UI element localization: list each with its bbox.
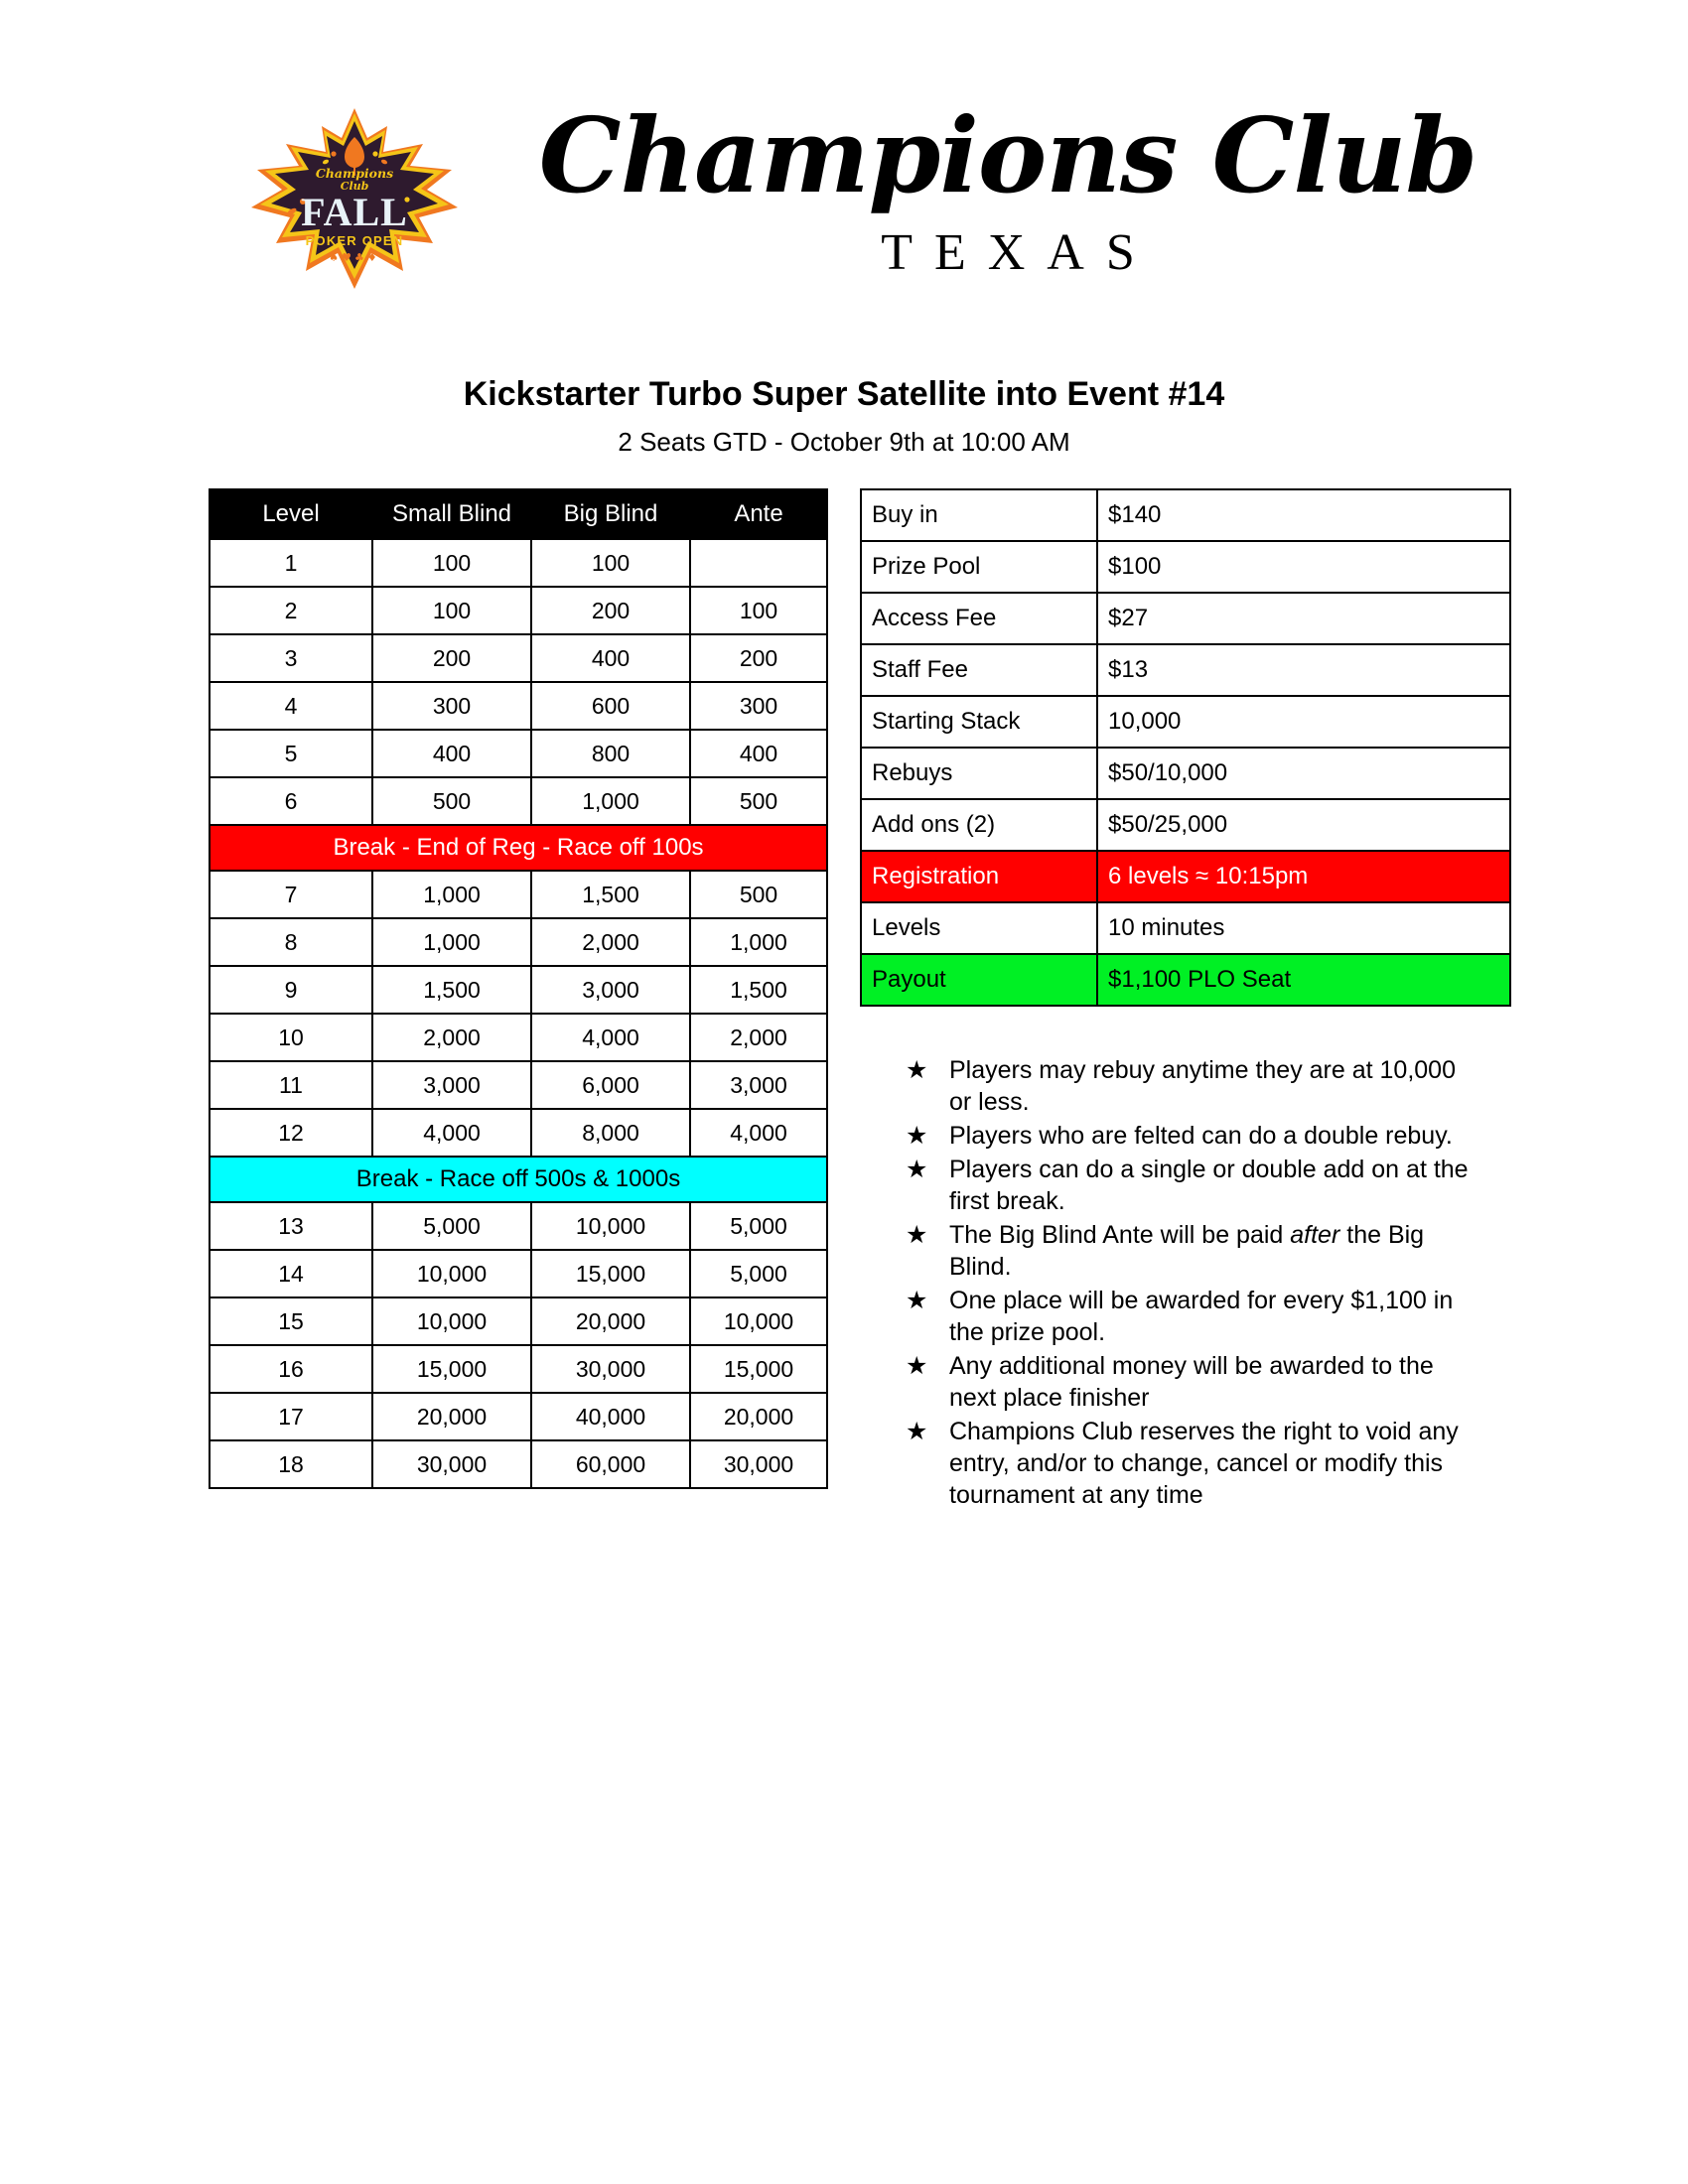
info-row <box>861 954 1510 1006</box>
small-blind-cell: 30,000 <box>372 1440 531 1488</box>
level-cell: 15 <box>210 1297 372 1345</box>
rule-text: Any additional money will be awarded to the next place finisher <box>949 1352 1434 1412</box>
info-row <box>861 489 1510 541</box>
level-cell: 8 <box>210 918 372 966</box>
info-row <box>861 748 1510 799</box>
table-row <box>210 966 827 1014</box>
small-blind-cell: 4,000 <box>372 1109 531 1157</box>
info-value: $100 <box>1097 541 1510 593</box>
small-blind-cell: 20,000 <box>372 1393 531 1440</box>
rule-text: One place will be awarded for every $1,100 in the prize pool. <box>949 1287 1454 1346</box>
column-header-big-blind: Big Blind <box>531 489 690 539</box>
svg-text:FALL: FALL <box>301 190 408 234</box>
list-item <box>906 1054 1472 1118</box>
table-row <box>210 918 827 966</box>
level-cell: 13 <box>210 1202 372 1250</box>
big-blind-cell: 2,000 <box>531 918 690 966</box>
table-row <box>210 682 827 730</box>
table-row <box>210 634 827 682</box>
level-cell: 3 <box>210 634 372 682</box>
small-blind-cell: 300 <box>372 682 531 730</box>
small-blind-cell: 10,000 <box>372 1250 531 1297</box>
ante-cell: 1,000 <box>690 918 827 966</box>
star-bullet-icon: ★ <box>906 1287 928 1314</box>
big-blind-cell: 3,000 <box>531 966 690 1014</box>
ante-cell: 10,000 <box>690 1297 827 1345</box>
column-header-ante: Ante <box>690 489 827 539</box>
ante-cell: 3,000 <box>690 1061 827 1109</box>
break-row <box>210 825 827 871</box>
info-value: $27 <box>1097 593 1510 644</box>
rule-text: Players can do a single or double add on at the first break. <box>949 1156 1469 1215</box>
info-value: $140 <box>1097 489 1510 541</box>
ante-cell: 300 <box>690 682 827 730</box>
small-blind-cell: 5,000 <box>372 1202 531 1250</box>
table-row <box>210 1250 827 1297</box>
info-label: Registration <box>861 851 1097 902</box>
blind-structure-body <box>210 539 827 1488</box>
svg-text:♠♥♣♦: ♠♥♣♦ <box>329 251 380 264</box>
small-blind-cell: 200 <box>372 634 531 682</box>
big-blind-cell: 40,000 <box>531 1393 690 1440</box>
small-blind-cell: 2,000 <box>372 1014 531 1061</box>
big-blind-cell: 8,000 <box>531 1109 690 1157</box>
ante-cell: 200 <box>690 634 827 682</box>
table-row <box>210 1393 827 1440</box>
table-row <box>210 1014 827 1061</box>
tournament-info-table <box>860 488 1511 1007</box>
star-bullet-icon: ★ <box>906 1221 928 1249</box>
list-item <box>906 1285 1472 1348</box>
info-value: 6 levels ≈ 10:15pm <box>1097 851 1510 902</box>
level-cell: 7 <box>210 871 372 918</box>
ante-cell: 100 <box>690 587 827 634</box>
info-value: 10 minutes <box>1097 902 1510 954</box>
level-cell: 18 <box>210 1440 372 1488</box>
star-bullet-icon: ★ <box>906 1156 928 1183</box>
info-row <box>861 799 1510 851</box>
small-blind-cell: 100 <box>372 539 531 587</box>
ante-cell <box>690 539 827 587</box>
big-blind-cell: 1,000 <box>531 777 690 825</box>
table-row <box>210 1061 827 1109</box>
info-value: $50/25,000 <box>1097 799 1510 851</box>
page-title: Kickstarter Turbo Super Satellite into Event #14 <box>463 375 1225 413</box>
level-cell: 1 <box>210 539 372 587</box>
fall-poker-open-logo <box>248 104 462 293</box>
big-blind-cell: 60,000 <box>531 1440 690 1488</box>
table-row <box>210 1109 827 1157</box>
big-blind-cell: 20,000 <box>531 1297 690 1345</box>
level-cell: 6 <box>210 777 372 825</box>
level-cell: 5 <box>210 730 372 777</box>
ante-cell: 400 <box>690 730 827 777</box>
table-row <box>210 1345 827 1393</box>
maple-leaf-badge-icon <box>248 104 462 293</box>
info-row <box>861 644 1510 696</box>
info-value: $13 <box>1097 644 1510 696</box>
small-blind-cell: 1,000 <box>372 918 531 966</box>
level-cell: 2 <box>210 587 372 634</box>
table-row <box>210 871 827 918</box>
table-row <box>210 539 827 587</box>
svg-text:Club: Club <box>340 180 369 193</box>
big-blind-cell: 6,000 <box>531 1061 690 1109</box>
ante-cell: 5,000 <box>690 1202 827 1250</box>
big-blind-cell: 100 <box>531 539 690 587</box>
blind-structure-table <box>209 488 828 1489</box>
list-item <box>906 1416 1472 1511</box>
tournament-rules-list <box>906 1054 1472 1513</box>
star-bullet-icon: ★ <box>906 1122 928 1150</box>
info-label: Starting Stack <box>861 696 1097 748</box>
ante-cell: 2,000 <box>690 1014 827 1061</box>
big-blind-cell: 30,000 <box>531 1345 690 1393</box>
ante-cell: 20,000 <box>690 1393 827 1440</box>
list-item <box>906 1219 1472 1283</box>
svg-text:Champions: Champions <box>315 166 394 181</box>
big-blind-cell: 800 <box>531 730 690 777</box>
ante-cell: 1,500 <box>690 966 827 1014</box>
column-header-small-blind: Small Blind <box>372 489 531 539</box>
info-label: Staff Fee <box>861 644 1097 696</box>
column-header-level: Level <box>210 489 372 539</box>
svg-text:POKER OPEN: POKER OPEN <box>305 233 404 248</box>
level-cell: 4 <box>210 682 372 730</box>
table-row <box>210 1297 827 1345</box>
big-blind-cell: 1,500 <box>531 871 690 918</box>
list-item <box>906 1154 1472 1217</box>
star-bullet-icon: ★ <box>906 1418 928 1445</box>
info-row <box>861 902 1510 954</box>
star-bullet-icon: ★ <box>906 1352 928 1380</box>
level-cell: 10 <box>210 1014 372 1061</box>
level-cell: 9 <box>210 966 372 1014</box>
level-cell: 12 <box>210 1109 372 1157</box>
info-value: 10,000 <box>1097 696 1510 748</box>
big-blind-cell: 15,000 <box>531 1250 690 1297</box>
brand-region: TEXAS <box>881 224 1157 281</box>
table-row <box>210 1202 827 1250</box>
ante-cell: 500 <box>690 777 827 825</box>
info-label: Payout <box>861 954 1097 1006</box>
rule-text: The Big Blind Ante will be paid after the Big Blind. <box>949 1221 1425 1281</box>
break-row <box>210 1157 827 1202</box>
table-row <box>210 587 827 634</box>
big-blind-cell: 200 <box>531 587 690 634</box>
big-blind-cell: 600 <box>531 682 690 730</box>
table-header-row <box>210 489 827 539</box>
small-blind-cell: 15,000 <box>372 1345 531 1393</box>
ante-cell: 4,000 <box>690 1109 827 1157</box>
info-label: Buy in <box>861 489 1097 541</box>
info-row <box>861 851 1510 902</box>
info-value: $1,100 PLO Seat <box>1097 954 1510 1006</box>
info-row <box>861 593 1510 644</box>
rule-text: Players may rebuy anytime they are at 10,000 or less. <box>949 1056 1456 1116</box>
info-label: Access Fee <box>861 593 1097 644</box>
ante-cell: 30,000 <box>690 1440 827 1488</box>
page-header <box>0 0 1688 347</box>
small-blind-cell: 3,000 <box>372 1061 531 1109</box>
ante-cell: 500 <box>690 871 827 918</box>
small-blind-cell: 500 <box>372 777 531 825</box>
info-label: Prize Pool <box>861 541 1097 593</box>
big-blind-cell: 4,000 <box>531 1014 690 1061</box>
rule-text: Players who are felted can do a double rebuy. <box>949 1122 1453 1150</box>
brand-wordmark <box>516 94 1499 282</box>
level-cell: 11 <box>210 1061 372 1109</box>
level-cell: 17 <box>210 1393 372 1440</box>
tournament-info-body <box>861 489 1510 1006</box>
small-blind-cell: 1,500 <box>372 966 531 1014</box>
break-label: Break - Race off 500s & 1000s <box>210 1157 827 1202</box>
info-label: Rebuys <box>861 748 1097 799</box>
page-subtitle: 2 Seats GTD - October 9th at 10:00 AM <box>618 427 1070 457</box>
small-blind-cell: 10,000 <box>372 1297 531 1345</box>
level-cell: 14 <box>210 1250 372 1297</box>
small-blind-cell: 100 <box>372 587 531 634</box>
brand-script-name: Champions Club <box>538 94 1477 216</box>
info-row <box>861 696 1510 748</box>
list-item <box>906 1120 1472 1152</box>
info-value: $50/10,000 <box>1097 748 1510 799</box>
table-row <box>210 730 827 777</box>
table-row <box>210 777 827 825</box>
big-blind-cell: 400 <box>531 634 690 682</box>
small-blind-cell: 1,000 <box>372 871 531 918</box>
info-label: Levels <box>861 902 1097 954</box>
small-blind-cell: 400 <box>372 730 531 777</box>
info-label: Add ons (2) <box>861 799 1097 851</box>
rule-text: Champions Club reserves the right to void any entry, and/or to change, cancel or modify this tournament at any time <box>949 1418 1459 1509</box>
list-item <box>906 1350 1472 1414</box>
big-blind-cell: 10,000 <box>531 1202 690 1250</box>
ante-cell: 15,000 <box>690 1345 827 1393</box>
table-row <box>210 1440 827 1488</box>
ante-cell: 5,000 <box>690 1250 827 1297</box>
level-cell: 16 <box>210 1345 372 1393</box>
star-bullet-icon: ★ <box>906 1056 928 1084</box>
break-label: Break - End of Reg - Race off 100s <box>210 825 827 871</box>
info-row <box>861 541 1510 593</box>
